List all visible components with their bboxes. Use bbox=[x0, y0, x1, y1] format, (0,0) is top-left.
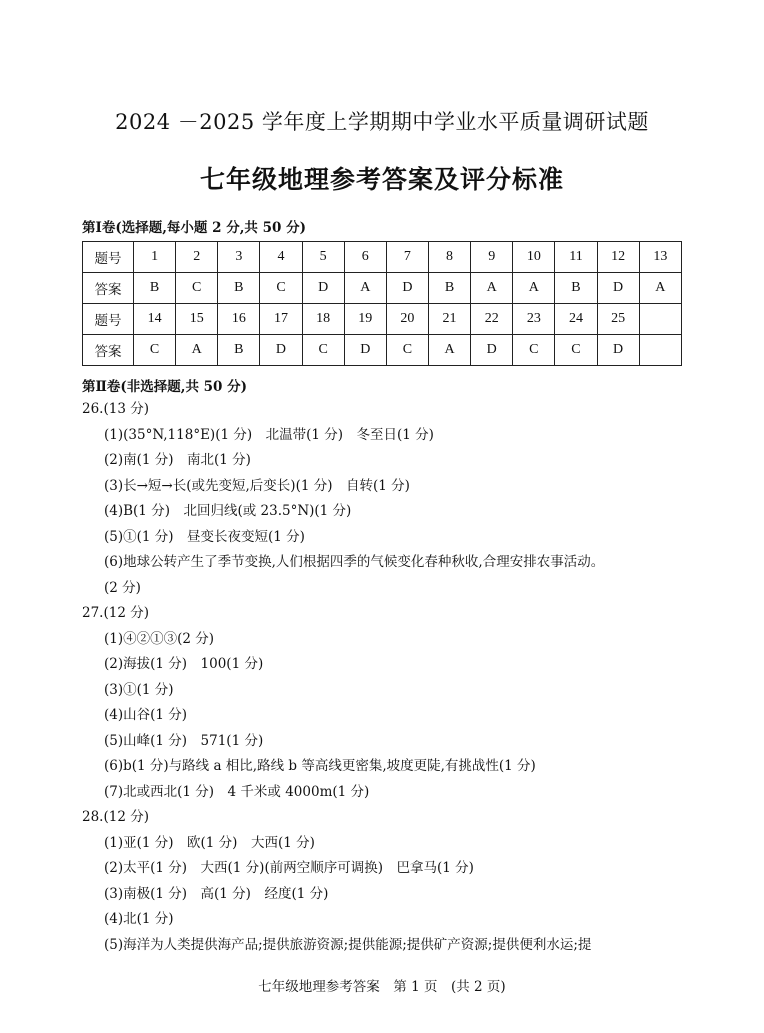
table-cell: B bbox=[218, 273, 260, 304]
table-row bbox=[83, 242, 682, 273]
answer-line: (3)①(1 分) bbox=[104, 681, 174, 698]
answer-line: (5)①(1 分) 昼变长夜变短(1 分) bbox=[104, 528, 305, 545]
table-cell: A bbox=[176, 335, 218, 366]
table-cell: A bbox=[344, 273, 386, 304]
table-cell: 20 bbox=[386, 304, 428, 335]
table-cell: 9 bbox=[471, 242, 513, 273]
answer-line: (4)北(1 分) bbox=[104, 911, 174, 927]
answer-line: (6)b(1 分)与路线 a 相比,路线 b 等高线更密集,坡度更陡,有挑战性(1 分) bbox=[104, 758, 536, 774]
section1-heading: 第Ⅰ卷(选择题,每小题 2 分,共 50 分) bbox=[82, 220, 306, 236]
table-cell: 10 bbox=[513, 242, 555, 273]
table-cell: 2 bbox=[176, 242, 218, 273]
table-cell: 8 bbox=[428, 242, 470, 273]
table-cell: D bbox=[302, 273, 344, 304]
table-cell: 6 bbox=[344, 242, 386, 273]
table-cell: 11 bbox=[555, 242, 597, 273]
answer-line: (1)④②①③(2 分) bbox=[104, 630, 215, 647]
answer-line: (6)地球公转产生了季节变换,人们根据四季的气候变化春种秋收,合理安排农事活动。 bbox=[104, 554, 605, 570]
table-cell: B bbox=[428, 273, 470, 304]
table-cell: B bbox=[134, 273, 176, 304]
row-label: 题号 bbox=[83, 304, 134, 335]
table-cell: D bbox=[260, 335, 302, 366]
page-subtitle: 七年级地理参考答案及评分标准 bbox=[199, 165, 564, 194]
table-cell: C bbox=[555, 335, 597, 366]
answer-list bbox=[82, 397, 712, 958]
table-cell: 25 bbox=[597, 304, 639, 335]
table-cell: 12 bbox=[597, 242, 639, 273]
answer-line: (3)南极(1 分) 高(1 分) 经度(1 分) bbox=[104, 885, 329, 902]
table-cell: D bbox=[597, 335, 639, 366]
table-cell bbox=[639, 304, 681, 335]
table-cell: 22 bbox=[471, 304, 513, 335]
table-cell: D bbox=[471, 335, 513, 366]
answer-line: (2 分) bbox=[104, 579, 141, 596]
question-heading: 26.(13 分) bbox=[82, 401, 149, 417]
table-cell: A bbox=[428, 335, 470, 366]
table-cell: D bbox=[344, 335, 386, 366]
table-cell: B bbox=[218, 335, 260, 366]
row-label: 题号 bbox=[83, 242, 134, 273]
table-cell: 19 bbox=[344, 304, 386, 335]
table-cell: 4 bbox=[260, 242, 302, 273]
table-cell: 15 bbox=[176, 304, 218, 335]
table-cell: A bbox=[513, 273, 555, 304]
table-row bbox=[83, 335, 682, 366]
table-cell: 14 bbox=[134, 304, 176, 335]
table-cell: 3 bbox=[218, 242, 260, 273]
answer-line: (2)南(1 分) 南北(1 分) bbox=[104, 452, 251, 468]
table-cell: D bbox=[597, 273, 639, 304]
question-heading: 28.(12 分) bbox=[82, 809, 149, 825]
page-title: 2024 －2025 学年度上学期期中学业水平质量调研试题 bbox=[115, 110, 649, 134]
question-heading: 27.(12 分) bbox=[82, 605, 149, 621]
table-row bbox=[83, 273, 682, 304]
row-label: 答案 bbox=[83, 273, 134, 304]
answer-line: (4)B(1 分) 北回归线(或 23.5°N)(1 分) bbox=[104, 503, 352, 519]
table-cell: 16 bbox=[218, 304, 260, 335]
answer-line: (4)山谷(1 分) bbox=[104, 707, 188, 723]
answer-line: (3)长→短→长(或先变短,后变长)(1 分) 自转(1 分) bbox=[104, 477, 410, 494]
table-cell: 23 bbox=[513, 304, 555, 335]
answer-line: (2)太平(1 分) 大西(1 分)(前两空顺序可调换) 巴拿马(1 分) bbox=[104, 860, 474, 876]
table-cell: 18 bbox=[302, 304, 344, 335]
page-footer: 七年级地理参考答案 第 1 页 (共 2 页) bbox=[258, 979, 506, 995]
answer-line: (1)亚(1 分) 欧(1 分) 大西(1 分) bbox=[104, 834, 315, 851]
table-cell: 1 bbox=[134, 242, 176, 273]
table-cell: 24 bbox=[555, 304, 597, 335]
answer-line: (7)北或西北(1 分) 4 千米或 4000m(1 分) bbox=[104, 783, 370, 800]
table-cell: D bbox=[386, 273, 428, 304]
table-cell: C bbox=[513, 335, 555, 366]
table-cell: 21 bbox=[428, 304, 470, 335]
table-cell: 7 bbox=[386, 242, 428, 273]
table-cell bbox=[639, 335, 681, 366]
table-cell: C bbox=[260, 273, 302, 304]
table-cell: C bbox=[134, 335, 176, 366]
answer-line: (2)海拔(1 分) 100(1 分) bbox=[104, 656, 264, 672]
table-cell: C bbox=[176, 273, 218, 304]
answer-table bbox=[82, 241, 682, 366]
table-cell: C bbox=[302, 335, 344, 366]
answer-line: (1)(35°N,118°E)(1 分) 北温带(1 分) 冬至日(1 分) bbox=[104, 426, 434, 443]
answer-line: (5)海洋为人类提供海产品;提供旅游资源;提供能源;提供矿产资源;提供便利水运;提 bbox=[104, 936, 592, 953]
table-cell: 17 bbox=[260, 304, 302, 335]
row-label: 答案 bbox=[83, 335, 134, 366]
table-cell: B bbox=[555, 273, 597, 304]
table-cell: 13 bbox=[639, 242, 681, 273]
table-cell: A bbox=[471, 273, 513, 304]
table-cell: A bbox=[639, 273, 681, 304]
table-cell: C bbox=[386, 335, 428, 366]
section2-heading: 第Ⅱ卷(非选择题,共 50 分) bbox=[82, 379, 248, 395]
answer-line: (5)山峰(1 分) 571(1 分) bbox=[104, 732, 264, 749]
table-cell: 5 bbox=[302, 242, 344, 273]
table-row bbox=[83, 304, 682, 335]
